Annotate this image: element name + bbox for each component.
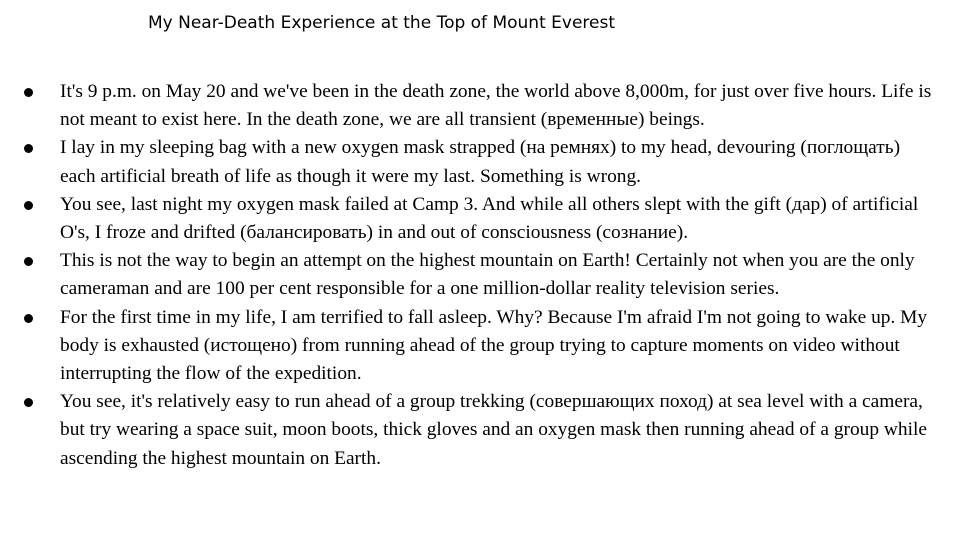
page-title: My Near-Death Experience at the Top of Mount Everest [148,13,615,33]
bullet-icon [24,314,33,323]
list-item-text: You see, it's relatively easy to run ahead of a group trekking (совершающих поход) at sea level with a camera, but try wearing a space suit, moon boots, thick gloves and an oxygen mask then running ahead of a group while ascending the highest mountain on Earth. [60,391,927,469]
list-item-text: You see, last night my oxygen mask failed at Camp 3. And while all others slept with the gift (дар) of artificial O's, I froze and drifted (балансировать) in and out of consciousness (сознание). [60,193,919,244]
list-item [24,388,939,473]
bullet-list [24,78,939,473]
list-item-text: I lay in my sleeping bag with a new oxygen mask strapped (на ремнях) to my head, devouring (поглощать) each artificial breath of life as though it were my last. Something is wrong. [60,137,901,187]
list-item [24,304,939,389]
bullet-icon [24,88,33,97]
bullet-icon [24,144,33,153]
list-item [24,134,939,190]
list-item [24,247,939,303]
bullet-icon [24,201,33,210]
list-item-text: This is not the way to begin an attempt on the highest mountain on Earth! Certainly not when you are the only cameraman and are 100 per cent responsible for a one million-dollar reality television series. [60,250,915,300]
bullet-icon [24,398,33,407]
list-item-text: It's 9 p.m. on May 20 and we've been in the death zone, the world above 8,000m, for just over five hours. Life is not meant to exist here. In the death zone, we are all transient (временные) beings. [60,81,932,131]
list-item [24,78,939,134]
bullet-icon [24,257,33,266]
list-item-text: For the first time in my life, I am terrified to fall asleep. Why? Because I'm afraid I'm not going to wake up. My body is exhausted (истощено) from running ahead of the group trying to capture moments on video without interrupting the flow of the expedition. [60,306,928,385]
list-item [24,191,939,247]
